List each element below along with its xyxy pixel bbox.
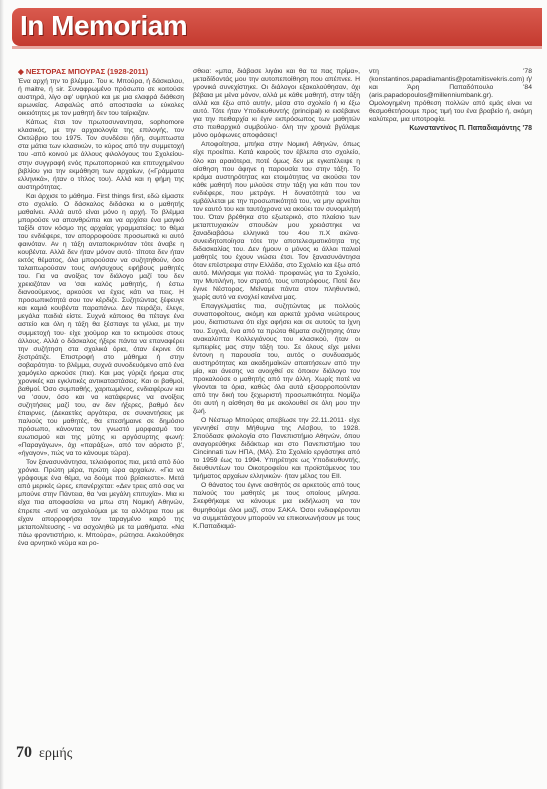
paragraph: Και άρχισε το μάθημα. First things first, εδώ είμαστε στο σχολείο. Ο δάσκαλος διδάσκει κι ο μαθητής μαθαίνει. Αλλά αυτό είναι μόνο η αρχή. Το βλέμμα μπορούσε να απανθρώπει και να αρχίσει ένα μαγικό ταξίδι στον κόσμο της αρχαίας γραμματείας: το θέμα του ενδιέφερε, τον απορροφούσε προσωπικά κι αυτό φαινόταν. Αν η τάξη ανταποκρινόταν τότε άναβε η κουβέντα. Αλλά δεν ήταν μόνον αυτό· τίποτα δεν ήταν εκτός θέματος, όλα μπορούσαν να συζητηθούν, όσο ταλαιπωρούσαν τους ανήσυχους εφήβους μαθητές του. Για να ανοίξεις τον διάλογο μαζί του δεν χρειαζόταν να 'σαι καλός μαθητής, ή έστω διανοούμενος, αρκούσε να έχεις κάτι να πεις. Η προσωπικότητά σου τον κέρδιζε. Συζητώντας ξέφευγε και καμιά κουβέντα παραπάνω. Δεν πειράζει, έλεγε, μεγάλα παιδιά είστε. Συχνά κάποιος θα πέταγε ένα αστείο και όλη η τάξη θα ξέσπαγε τα γέλια, με την συμμετοχή του· είχε χιούμορ και το εκτιμούσε στους άλλους. Αλλά ο δάσκαλος ήξερε πάντα να επαναφέρει την συζήτηση στα σχολικά όρια, όταν έκρινε ότι ξεστράτιζε. Επιστροφή στο μάθημα ή στην σοβαρότητα· το βλέμμα, συχνά συνοδευόμενο από ένα χαμόγελο αρκούσε (πια). Και μας γύριζε ήρεμα στις χρονικές και εγκλιτικές αντικαταστάσεις. Και οι βαθμοί, βαθμοί. Όσο συμπαθής, χαριτωμένος, ενδιαφέρων και να 'σουν, όσο και να κατάφερνες να ανοίξεις συζητήσεις μαζί του, αν δεν ήξερες, βαθμό δεν έπαιρνες. (Δεκαετίες αργότερα, σε συναντήσεις με παλιούς του μαθητές, θα επεσήμαινε σε δημόσιο πρόσωπο, κάνοντας τον γνωστό μορφασμό του ευωτισμού και της μύτης κι αργόσυρτης φωνή: «Παραγάγων», όχι «παράξω», από τον αόριστο β', «ήγαγον», πώς να το κάνουμε τώρα). bbox=[18, 192, 184, 458]
paragraph: σθεια: «μπα, διάβασε λιγάκι και θα τα πας πρίμα», μεταδίδοντάς μου την αυτοπεποίθηση που απέπνεε. Η γρονικά συνεχίστηκε. Οι διάλογοι εξακολούθησαν, όχι βέβαια με μένα μόνον, αλλά με κάθε μαθητή, στην τάξη αλλά και έξω από αυτήν, μέσα στο σχολείο ή κι έξω αυτό. Τότε ήταν Υποδιευθυντής (principal) κι εισέβαινε για την πειθαρχία κι έγιν εκπρόσωπος των μαθητών στο πειθαρχικό συμβούλιο· όλη την χρονιά βγάλαμε μόνο ομόφωνες αποφάσεις! bbox=[193, 68, 360, 140]
banner-underline bbox=[12, 46, 542, 49]
section-title: In Memoriam bbox=[20, 10, 188, 41]
column-1 bbox=[18, 68, 184, 748]
paragraph: Ένα αρχή την το βλέμμα. Του κ. Μπούρα, ή δάσκαλου, ή maitre, ή sir. Συναφρωμένο πρόσωπο σε κοιτούσε αυστηρά, λίγο αφ' υψηλού και με μια ελαφρά διάθεση ειρωνείας. Ασφαλώς από αποστασία ω εύκολες οικειότητες με τον μαθητή δεν του ταίριαζαν. bbox=[18, 78, 184, 118]
article-heading-text: ΝΕΣΤΟΡΑΣ ΜΠΟΥΡΑΣ (1928-2011) bbox=[25, 68, 149, 76]
paragraph: Αποφοίτησα, μπήκα στην Νομική Αθηνών, όπως είχε προείπει. Κατά καιρούς τον έβλεπα στο σχολείο, όλο και αραιότερα, ποτέ όμως δεν με εγκατέλειψε η αίσθηση που άφηνε η παρουσία του στην τάξη. Το κράμα αυστηρότητας και ετοιμότητας να ακούσει τον κάθε μαθητή που μιλούσε στην τάξη για κάτι που τον ενδιέφερε, που μετράγε. Η δυνατότητά του να εμβάλλεται με την προσωπικότητά του, να μην αρνείται τον εαυτό του και ταυτόχρονα να ακούει τον συνομιλητή του. Όταν βρέθηκα στο εξωτερικό, στο πλαίσιο των μεταπτυχιακών σπουδών μου χρειάστηκε να ξαναδιαβάσω ελληνικά του 4ου π.Χ αιώνα· συνειδητοποίησα τότε την αποτελεσματικότητα της διδασκαλίας του. Δεν ήμουν ο μόνος κι άλλοι παλιοί μαθητές του έχουν νιώσει έτσι. Τον ξανασυνάντησα όταν επέστρεψα στην Ελλάδα, στο Σχολείο και έξω από αυτό. Μιλήσαμε για πολλά· προφανώς για το Σχολείο, την Μυτιλήνη, τον στρατό, τους υποτρόφους. Ποτέ δεν έγινε Νέστορας. Μείναμε πάντα στον πληθυντικό, χωρίς αυτό να ενοχλεί κανένα μας. bbox=[193, 141, 360, 302]
article-heading bbox=[18, 68, 184, 76]
author-signature: Κωνσταντίνος Π. Παπαδιαμάντης '78 bbox=[409, 125, 532, 133]
column-2 bbox=[193, 68, 360, 748]
magazine-name: ερμής bbox=[39, 746, 73, 761]
section-banner bbox=[12, 8, 542, 46]
page-footer bbox=[16, 744, 72, 762]
paragraph: Επαγγελματίες πια, συζητώντας με πολλούς συναποφοίτους, ακόμη και αρκετά χρόνια νεώτερους μου, διαπιστωνα ότι είχε αφήσει και σε αυτούς τα ίχνη του. Συχνά, ένα από τα πρώτα θέματα συζήτησης όταν ανακαλύπτα Κολλεγιάνους του κλασικού, ήταν οι εμπειρίες μας στην τάξη του. Σε όλους είχε μείνει έντονη η παρουσία του, αυτός ο συνδυασμός αυστηρότητας και ακαδημαϊκών απαιτήσεων από την μία, και άνεσης να ανοιχθεί σε όποιον διάλογο τον προκαλούσε ο μαθητής από την άλλη. Χωρίς ποτέ να γίνονται τα όρια, καθώς όλα αυτά εξισορροπούνταν από την δική του ξεχωριστή προσωπικότητα. Νομίζω ότι αυτή η αίσθηση θα με ακολουθεί σε όλη μου την ζωή. bbox=[193, 303, 360, 415]
column-3 bbox=[369, 68, 532, 168]
paragraph: Κάπως έτσι τον πρωτοσυναντησα, sophomore κλασικός, με την αρχαιολογία της επιλογής, τον Οκτώβριο του 1975. Τον συνδέσει ήδη, συμπτωστα στα μάτια των κλασικών, το κύρος από την συμμετοχή του -από κοινού με άλλους φιλολόγους του Σχολείου- στην συγγραφή ενός πρωτοπορικού και επιτυχημένου βιβλίου για την εκμάθηση των αρχαίων, («Γράμματα ελληνικά», ήταν ο τίτλος του). Αλλά και η φήμη της αυστηρότητας. bbox=[18, 119, 184, 191]
diamond-icon: ◆ bbox=[18, 68, 24, 76]
paragraph: Ο Νέστωρ Μπούρας απεβίωσε την 22.11.2011· είχε γεννηθεί στην Μήθυμνα της Λέσβου, το 1928. Σπούδασε φιλολογία στο Πανεπιστήμιο Αθηνών, όπου αναγορεύθηκε διδάκτωρ και στο Πανεπιστήμιο του Cincinnati των ΗΠΑ, (ΜΑ). Στο Σχολείο εργάστηκε από το 1959 έως το 1994. Υπηρέτησε ως Υποδιευθυντής, διευθυντέων του Οικοτροφείου και προϊστάμενος του τμήματος αρχαίων ελληνικών· ήταν μέλος του ΕΙΙ. bbox=[193, 417, 360, 481]
paragraph: Ο θάνατος του έγινε αισθητός σε αρκετούς από τους παλιούς του μαθητές με τους οποίους μίλησα. Σκεφθήκαμε να κάνουμε μια εκδήλωση να τον θυμηθούμε όλοι μαζί, στον ΣΑΚΑ. Όσοι ενδιαφέρονται να συμμετάσχουν μπορούν να επικοινωνήσουν με τους Κ.Παπαδιαμά- bbox=[193, 482, 360, 530]
page-number: 70 bbox=[16, 744, 32, 761]
scan-shadow bbox=[0, 0, 4, 789]
paragraph: ντη '78 (konstantinos.papadiamantis@potamitisvekris.com) ή/και Άρη Παπαδόπουλο '84 (aris.papadopoulos@millenniumbank.gr). Ομολογημένη πρόθεση πολλών από εμάς είναι να θεσμοθετήσουμε προς τιμή του ένα βραβείο ή, ακόμη καλύτερα, μια υποτροφία. bbox=[369, 68, 532, 124]
paragraph: Τον ξανασυνάντησα, τελειόφοιτος πια, μετά από δύο χρόνια. Πρώτη μέρα, πρώτη ώρα αρχαίων. «Για να γράφουμε ένα θέμα, να δούμε πού βρίσκεστε». Μετά από μερικές ώρες, επανέρχεται: «Δεν τρεις από σας να μπούνε στην Πάντεια, θα 'ναι μεγάλη επιτυχία». Μια κι είχα πια αποφασίσει να μπω στη Νομική Αθηνών, έπρεπε -αντί να ασχολούμαι με τα αλλότρια που με είχαν απορροφήσει τον ταραγμένο καιρό της μεταπολίτευσης - να ασχοληθώ με τα μαθήματα. «Να πάω φροντιστήριο, κ. Μπούρα», ρώτησα. Ακολούθησε ένα αρνητικό νεύμα και ρο- bbox=[18, 459, 184, 547]
